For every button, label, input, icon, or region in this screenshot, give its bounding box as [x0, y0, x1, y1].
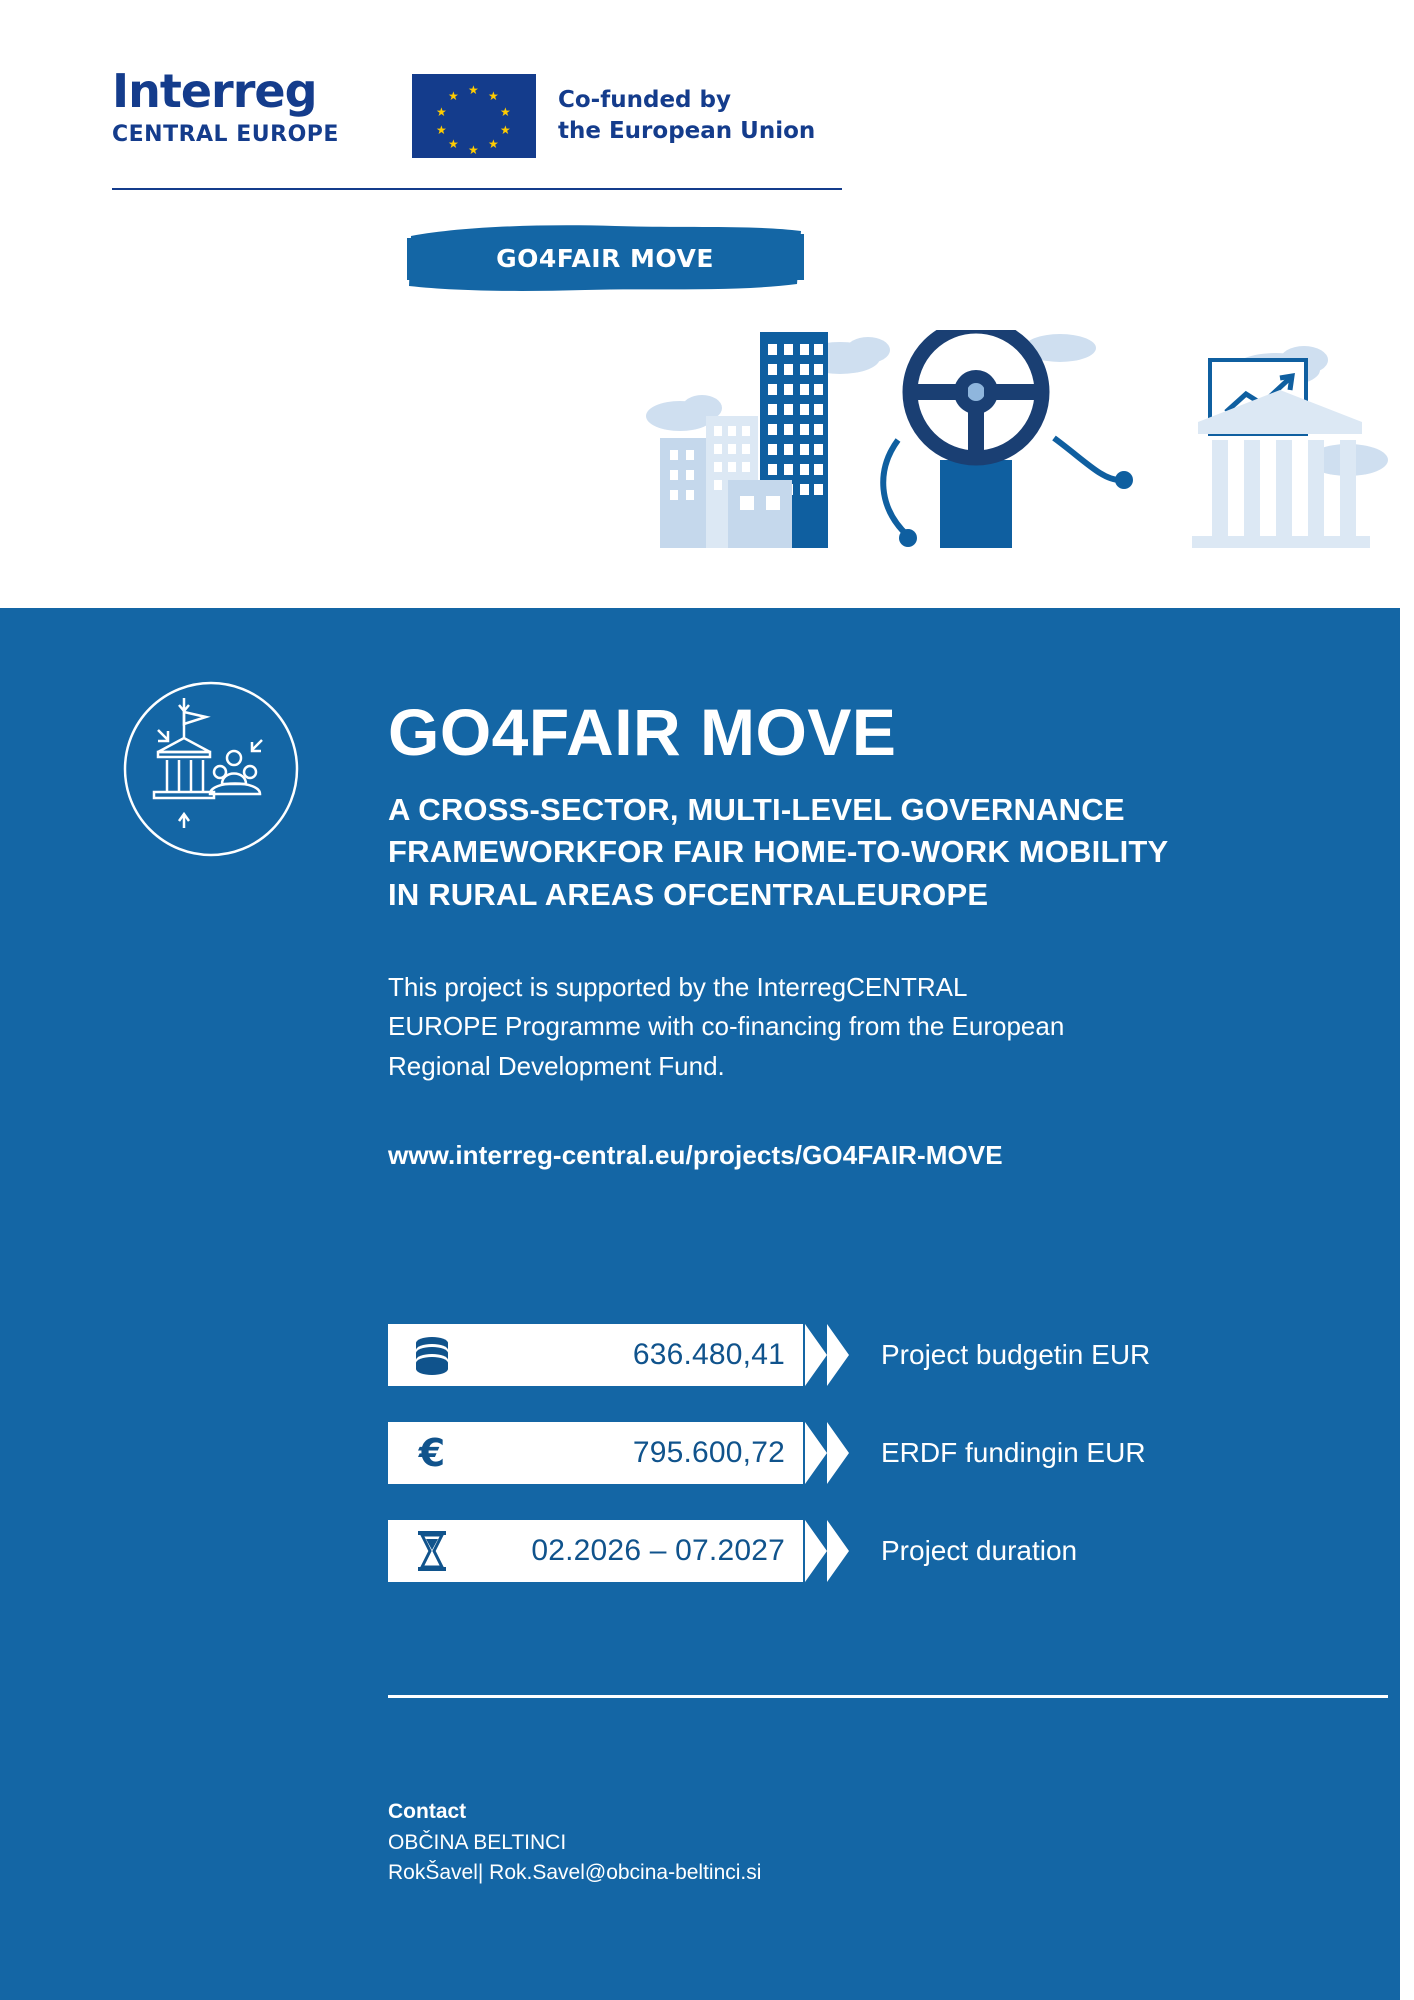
- eu-emblem-block: [412, 74, 815, 158]
- fact-box-budget: [388, 1324, 803, 1386]
- main-content: [388, 695, 1408, 1171]
- fact-label-duration: Project duration: [881, 1535, 1078, 1566]
- footer-divider: [388, 1695, 1388, 1698]
- governance-circle-icon: [122, 680, 300, 858]
- contact-person-email[interactable]: RokŠavel| Rok.Savel@obcina-beltinci.si: [388, 1860, 762, 1884]
- eu-funding-text: [558, 85, 815, 147]
- svg-text:€: €: [418, 1432, 446, 1474]
- database-icon: [410, 1333, 454, 1377]
- contact-block: [388, 1800, 761, 1888]
- header-divider: [112, 188, 842, 190]
- project-facts: [388, 1324, 1388, 1618]
- project-website-link[interactable]: www.interreg-central.eu/projects/GO4FAIR-MOVE: [388, 1140, 1003, 1171]
- subtitle-line-1: A CROSS-SECTOR, MULTI-LEVEL GOVERNANCE: [388, 792, 1125, 828]
- fact-label-erdf: ERDF fundingin EUR: [881, 1437, 1146, 1468]
- fact-value-duration: 02.2026 – 07.2027: [531, 1534, 785, 1567]
- contact-heading: Contact: [388, 1800, 467, 1823]
- fact-row-budget: [388, 1324, 1388, 1386]
- description-line-2: EUROPE Programme with co-financing from the European: [388, 1011, 1065, 1042]
- fact-box-erdf: [388, 1422, 803, 1484]
- project-description: [388, 968, 1408, 1087]
- hourglass-icon: [410, 1529, 454, 1573]
- fact-value-erdf: 795.600,72: [632, 1436, 785, 1469]
- subtitle-line-3: IN RURAL AREAS OFCENTRALEUROPE: [388, 876, 989, 912]
- city-mobility-illustration: [640, 330, 1414, 610]
- chevron-right-icon: [805, 1324, 861, 1386]
- eu-funding-line1: Co-funded by: [558, 86, 731, 113]
- euro-icon: [410, 1431, 454, 1475]
- project-badge: [405, 222, 805, 294]
- eu-flag-icon: ★ ★ ★ ★ ★ ★ ★ ★ ★ ★: [412, 74, 536, 158]
- header-logos: [112, 60, 852, 190]
- eu-funding-line2: the European Union: [558, 118, 816, 144]
- fact-box-duration: [388, 1520, 803, 1582]
- interreg-region-label: CENTRAL EUROPE: [112, 122, 339, 147]
- description-line-3: Regional Development Fund.: [388, 1050, 725, 1081]
- chevron-right-icon: [805, 1520, 861, 1582]
- fact-label-budget: Project budgetin EUR: [881, 1339, 1151, 1370]
- contact-organisation: OBČINA BELTINCI: [388, 1831, 567, 1854]
- description-line-1: This project is supported by the InterregCENTRAL: [388, 971, 968, 1002]
- page-subtitle: [388, 789, 1408, 915]
- chevron-right-icon: [805, 1422, 861, 1484]
- fact-value-budget: 636.480,41: [632, 1338, 785, 1371]
- interreg-logo: [112, 64, 362, 147]
- interreg-wordmark: Interreg: [112, 64, 317, 118]
- fact-row-duration: [388, 1520, 1388, 1582]
- subtitle-line-2: FRAMEWORKFOR FAIR HOME-TO-WORK MOBILITY: [388, 834, 1169, 870]
- fact-row-erdf: [388, 1422, 1388, 1484]
- project-badge-label: GO4FAIR MOVE: [496, 243, 714, 273]
- page-title: GO4FAIR MOVE: [388, 695, 897, 769]
